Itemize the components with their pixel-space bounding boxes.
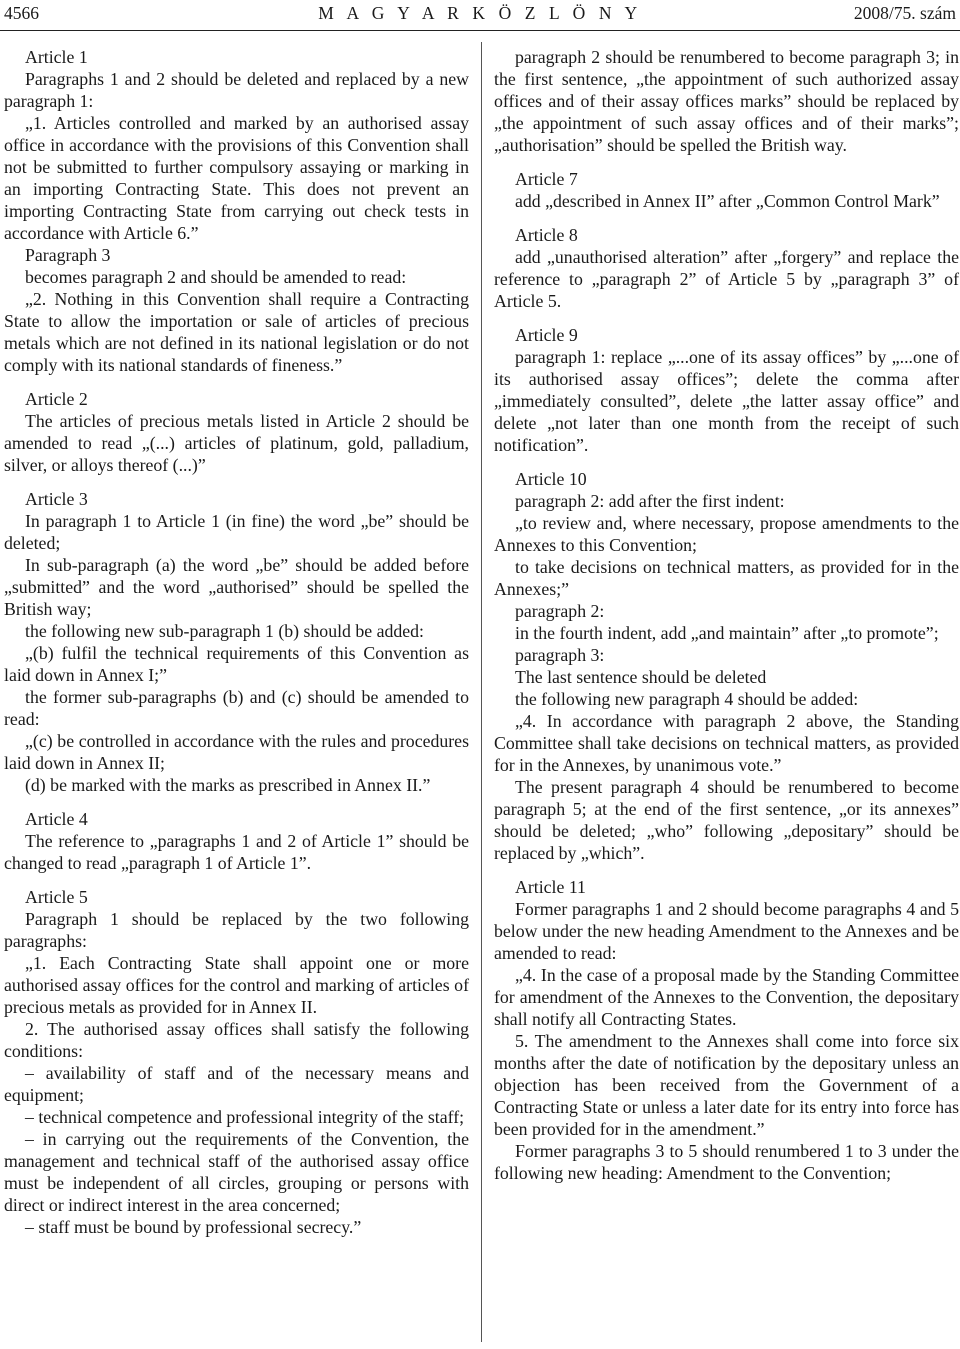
paragraph: In sub-paragraph (a) the word „be” should be added before „submitted” and the word „authorised” should be spelled the British way; xyxy=(4,555,469,619)
article-heading: Article 11 xyxy=(515,877,586,897)
article-heading: Article 9 xyxy=(515,325,578,345)
paragraph: becomes paragraph 2 and should be amended to read: xyxy=(25,267,407,287)
paragraph: „4. In accordance with paragraph 2 above, the Standing Committee shall take decisions on technical matters, as provided for in the Annexes, by unanimous vote.” xyxy=(494,711,959,775)
paragraph: paragraph 1: replace „...one of its assay offices” by „...one of its authorised assay offices”; delete the comma after „immediately consulted”, delete „the latter assay office” and delete „not later than one month from the receipt of such notification”. xyxy=(494,347,959,455)
left-column xyxy=(4,46,469,1238)
paragraph: The present paragraph 4 should be renumbered to become paragraph 5; at the end of the first sentence, „or its annexes” should be deleted; „who” following „depositary” should be replaced by „which”. xyxy=(494,777,959,863)
paragraph: „(b) fulfil the technical requirements of this Convention as laid down in Annex I;” xyxy=(4,643,469,685)
paragraph: paragraph 2 should be renumbered to become paragraph 3; in the first sentence, „the appointment of such authorized assay offices and of their assay offices marks” should be replaced by „the appointment of such assay offices and of their marks”; „authorisation” should be spelled the British way. xyxy=(494,47,959,155)
paragraph: „1. Articles controlled and marked by an authorised assay office in accordance with the provisions of this Convention shall not be submitted to further compulsory assaying or marking in an importing Contracting State. This does not prevent an importing Contracting State from carrying out check tests in accordance with Article 6.” xyxy=(4,113,469,243)
paragraph: paragraph 2: add after the first indent: xyxy=(515,491,785,511)
paragraph: – availability of staff and of the necessary means and equipment; xyxy=(4,1063,469,1105)
article-heading: Article 8 xyxy=(515,225,578,245)
paragraph: 2. The authorised assay offices shall satisfy the following conditions: xyxy=(4,1019,469,1061)
paragraph: In paragraph 1 to Article 1 (in fine) the word „be” should be deleted; xyxy=(4,511,469,553)
paragraph: Paragraph 3 xyxy=(25,245,111,265)
issue-number: 2008/75. szám xyxy=(853,3,956,23)
right-column xyxy=(494,46,959,1184)
paragraph: „4. In the case of a proposal made by the Standing Committee for amendment of the Annexes to the Convention, the depositary shall notify all Contracting States. xyxy=(494,965,959,1029)
article-heading: Article 4 xyxy=(25,809,88,829)
article-heading: Article 7 xyxy=(515,169,578,189)
paragraph: Paragraph 1 should be replaced by the two following paragraphs: xyxy=(4,909,469,951)
paragraph: „to review and, where necessary, propose amendments to the Annexes to this Convention; xyxy=(494,513,959,555)
page-number: 4566 xyxy=(4,3,39,23)
paragraph: the former sub-paragraphs (b) and (c) should be amended to read: xyxy=(4,687,469,729)
journal-title: M A G Y A R K Ö Z L Ö N Y xyxy=(318,3,642,23)
paragraph: „1. Each Contracting State shall appoint one or more authorised assay offices for the control and marking of articles of precious metals as provided for in Annex II. xyxy=(4,953,469,1017)
paragraph: the following new paragraph 4 should be added: xyxy=(515,689,859,709)
article-heading: Article 5 xyxy=(25,887,88,907)
paragraph: the following new sub-paragraph 1 (b) should be added: xyxy=(25,621,424,641)
paragraph: The reference to „paragraphs 1 and 2 of Article 1” should be changed to read „paragraph 1 of Article 1”. xyxy=(4,831,469,873)
article-heading: Article 2 xyxy=(25,389,88,409)
paragraph: to take decisions on technical matters, as provided for in the Annexes;” xyxy=(494,557,959,599)
article-heading: Article 1 xyxy=(25,47,88,67)
column-divider xyxy=(481,42,482,1342)
paragraph: The last sentence should be deleted xyxy=(515,667,767,687)
paragraph: The articles of precious metals listed in Article 2 should be amended to read „(...) articles of platinum, gold, palladium, silver, or alloys thereof (...)” xyxy=(4,411,469,475)
paragraph: (d) be marked with the marks as prescribed in Annex II.” xyxy=(25,775,431,795)
paragraph: paragraph 3: xyxy=(515,645,605,665)
paragraph: paragraph 2: xyxy=(515,601,605,621)
paragraph: add „described in Annex II” after „Common Control Mark” xyxy=(515,191,940,211)
paragraph: Former paragraphs 3 to 5 should renumbered 1 to 3 under the following new heading: Amendment to the Convention; xyxy=(494,1141,959,1183)
paragraph: – technical competence and professional integrity of the staff; xyxy=(25,1107,465,1127)
paragraph: add „unauthorised alteration” after „forgery” and replace the reference to „paragraph 2” of Article 5 by „paragraph 3” of Article 5. xyxy=(494,247,959,311)
paragraph: – staff must be bound by professional secrecy.” xyxy=(25,1217,362,1237)
paragraph: in the fourth indent, add „and maintain” after „to promote”; xyxy=(515,623,939,643)
paragraph: – in carrying out the requirements of the Convention, the management and technical staff of the authorised assay office must be independent of all circles, grouping or persons with direct or indirect interest in the area concerned; xyxy=(4,1129,469,1215)
page-header xyxy=(0,0,960,31)
paragraph: „2. Nothing in this Convention shall require a Contracting State to allow the importation or sale of articles of precious metals which are not defined in its national legislation or do not comply with its national standards of fineness.” xyxy=(4,289,469,375)
paragraph: „(c) be controlled in accordance with the rules and procedures laid down in Annex II; xyxy=(4,731,469,773)
article-heading: Article 10 xyxy=(515,469,587,489)
paragraph: Paragraphs 1 and 2 should be deleted and replaced by a new paragraph 1: xyxy=(4,69,469,111)
paragraph: 5. The amendment to the Annexes shall come into force six months after the date of notification by the depositary unless an objection has been received from the Government of a Contracting State or unless a later date for its entry into force has been provided for in the amendment.” xyxy=(494,1031,959,1139)
paragraph: Former paragraphs 1 and 2 should become paragraphs 4 and 5 below under the new heading Amendment to the Annexes and be amended to read: xyxy=(494,899,959,963)
article-heading: Article 3 xyxy=(25,489,88,509)
